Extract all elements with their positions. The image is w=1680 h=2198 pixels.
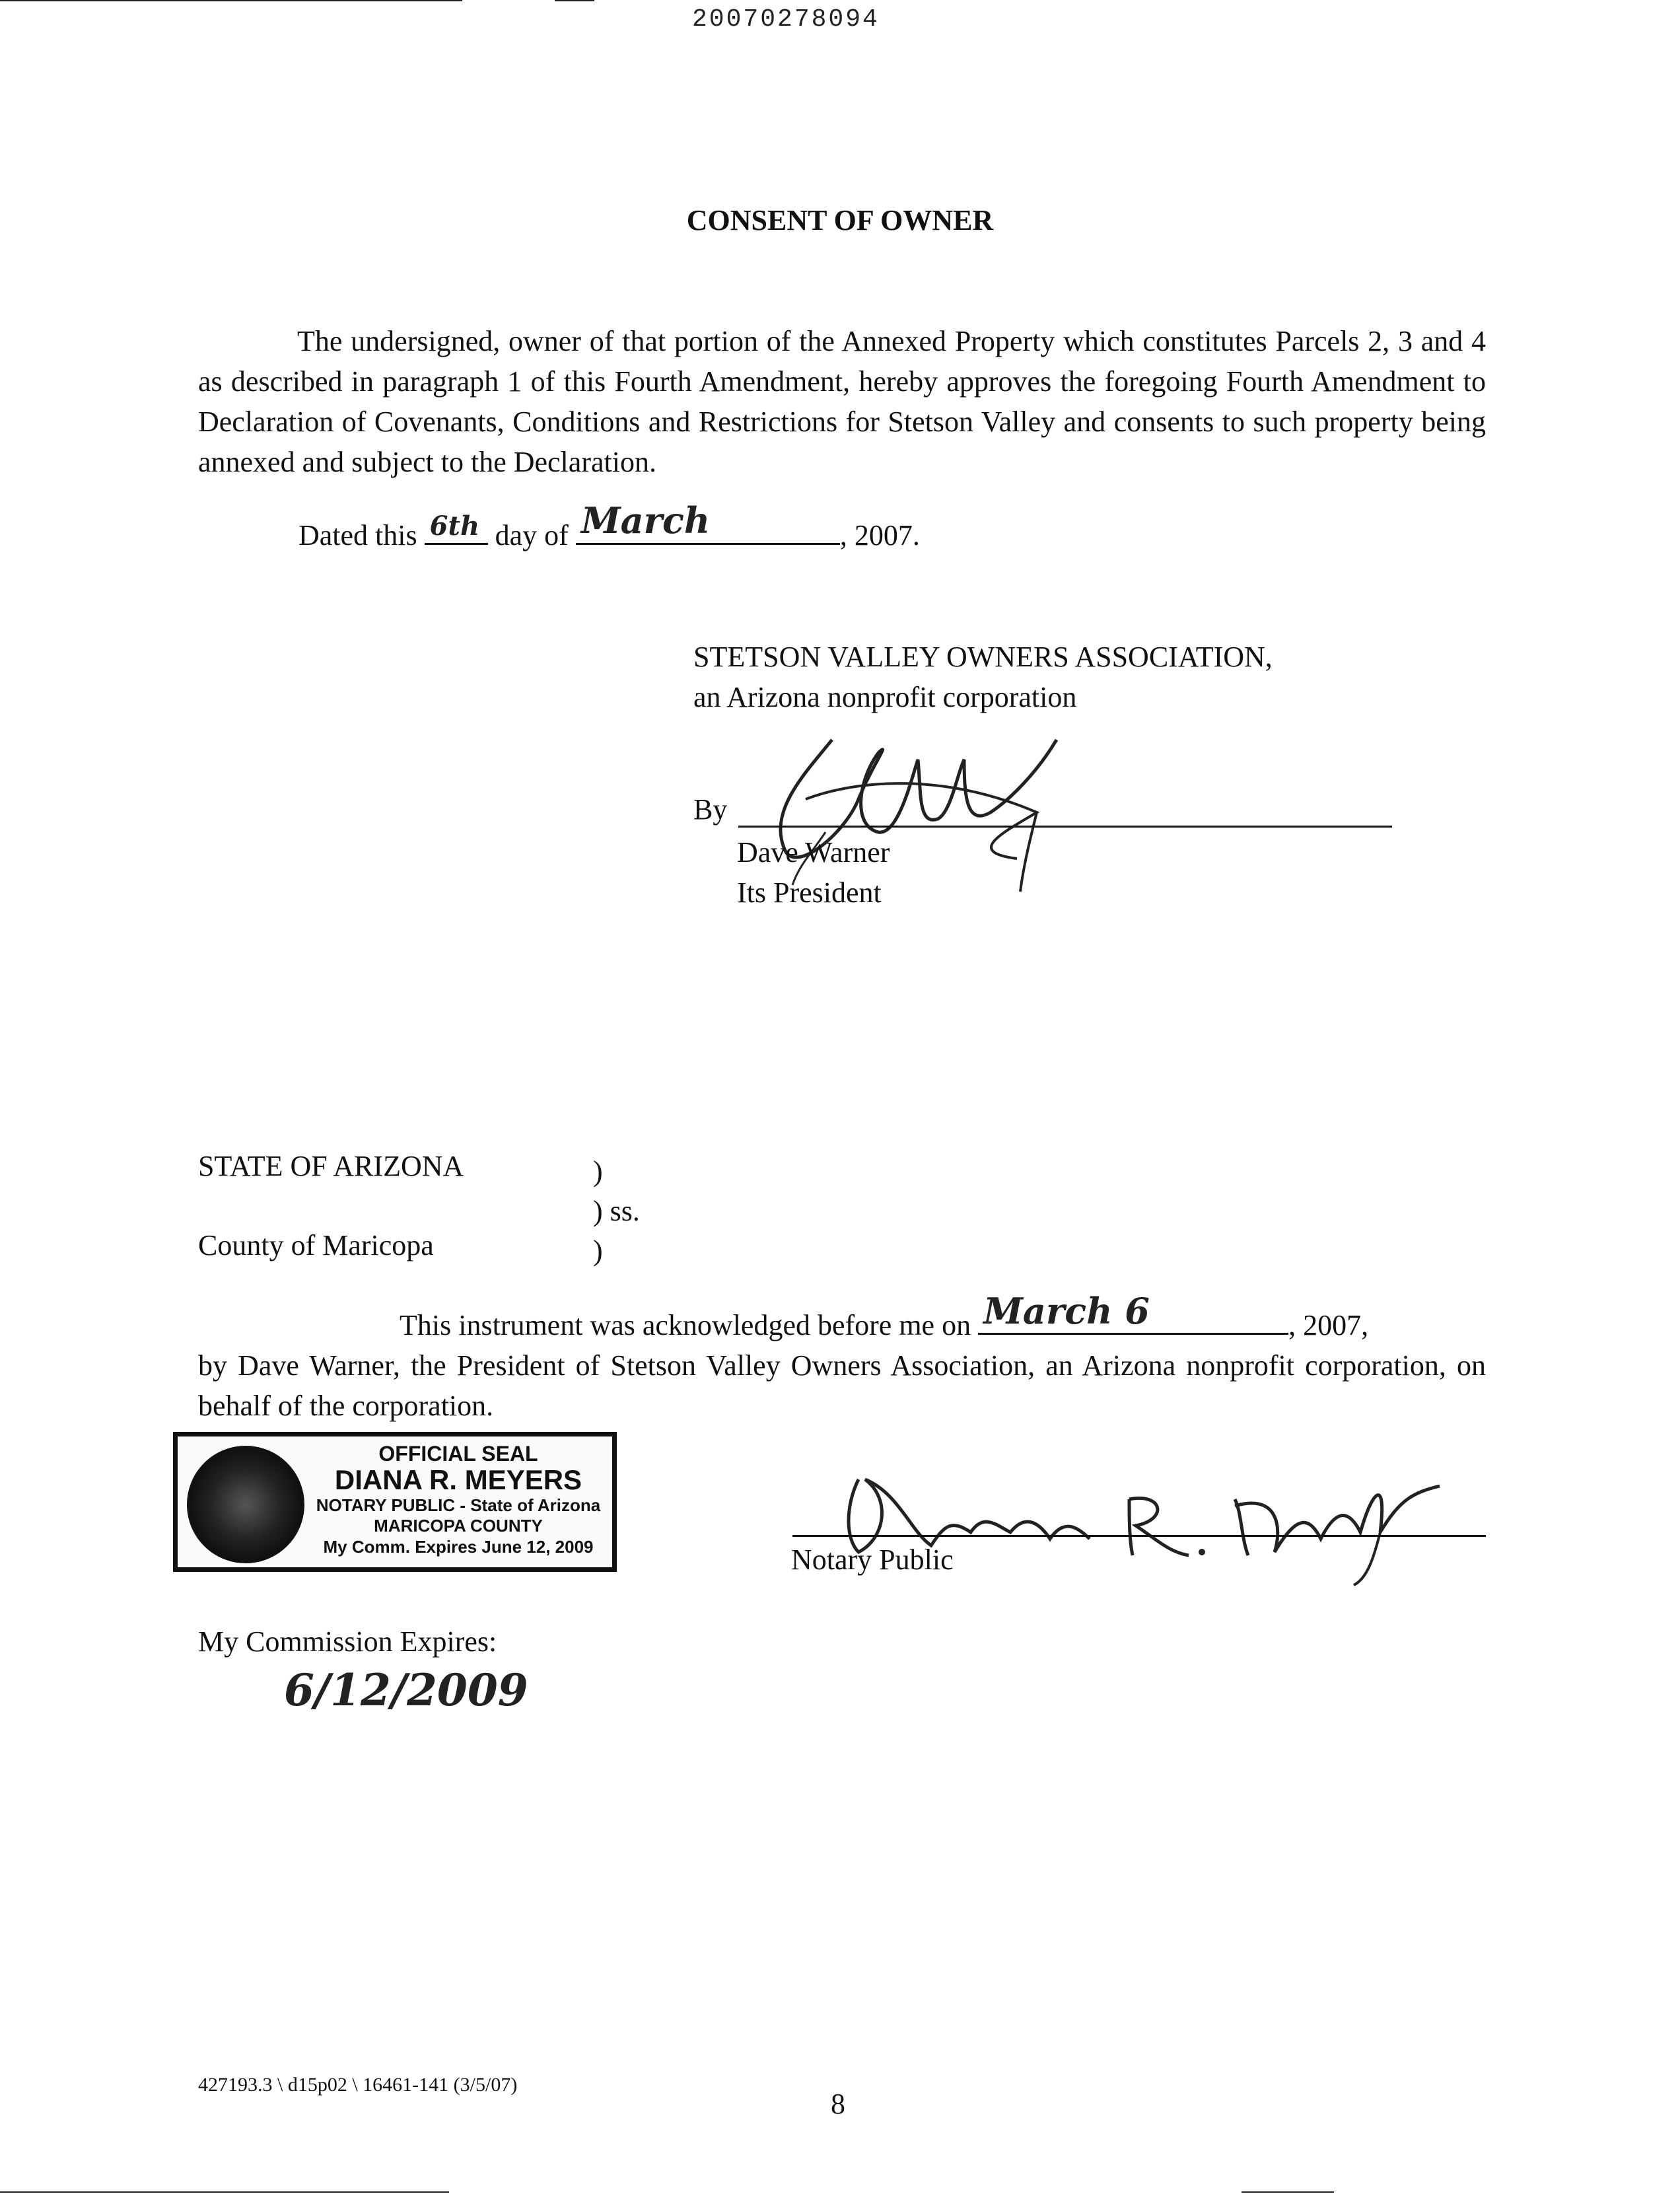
ack-date-blank: [978, 1290, 1288, 1335]
seal-text: [303, 1442, 613, 1558]
document-title: CONSENT OF OWNER: [686, 204, 994, 236]
ack-date-handwritten: March 6: [983, 1290, 1150, 1332]
day-handwritten: 6th: [429, 511, 480, 542]
dated-suffix: , 2007.: [839, 519, 920, 551]
by-label: By: [693, 793, 728, 826]
ack-prefix: This instrument was acknowledged before me on: [400, 1309, 971, 1341]
dated-prefix: Dated this: [298, 519, 417, 551]
venue-state: STATE OF ARIZONA: [198, 1150, 464, 1182]
scan-edge-line-top-right: [555, 0, 594, 1]
document-reference: 427193.3 \ d15p02 \ 16461-141 (3/5/07): [198, 2074, 518, 2096]
scan-edge-line-bottom-right: [1242, 2191, 1334, 2193]
ack-rest: by Dave Warner, the President of Stetson Valley Owners Association, an Arizona nonprofit corporation, on behalf of the corporation.: [198, 1349, 1486, 1422]
seal-line-1: OFFICIAL SEAL: [378, 1442, 538, 1466]
month-handwritten: March: [580, 499, 711, 542]
association-name: STETSON VALLEY OWNERS ASSOCIATION,: [693, 641, 1273, 673]
seal-line-2: DIANA R. MEYERS: [334, 1464, 582, 1495]
signature-line: [738, 826, 1392, 828]
ack-year: , 2007,: [1288, 1309, 1369, 1341]
consent-paragraph: The undersigned, owner of that portion of the Annexed Property which constitutes Parcels 2, 3 and 4 as described in paragraph 1 of this Fourth Amendment, hereby approves the foregoing Fourth Amendment to Declaration of Covenants, Conditions and Restrictions for Stetson Valley and consents to such property being annexed and subject to the Declaration.: [198, 325, 1486, 478]
venue-paren-3: ): [593, 1234, 603, 1267]
commission-label: My Commission Expires:: [198, 1625, 497, 1658]
seal-line-3: NOTARY PUBLIC - State of Arizona: [316, 1495, 601, 1515]
venue-county: County of Maricopa: [198, 1229, 434, 1261]
notary-public-label: Notary Public: [791, 1543, 954, 1576]
scan-edge-line-top-left: [0, 0, 462, 1]
signer-name: Dave Warner: [737, 836, 890, 869]
day-blank: [425, 511, 488, 545]
recording-number: 20070278094: [692, 5, 880, 34]
seal-line-5: My Comm. Expires June 12, 2009: [323, 1537, 594, 1557]
page-number: 8: [831, 2088, 845, 2120]
notary-seal-stamp: [173, 1432, 617, 1572]
commission-date-handwritten: 6/12/2009: [284, 1664, 528, 1716]
dated-middle: day of: [495, 519, 569, 551]
scan-edge-line-bottom-left: [0, 2191, 449, 2193]
notary-signature-line: [792, 1535, 1486, 1537]
acknowledgment-paragraph: [198, 1290, 1486, 1426]
association-description: an Arizona nonprofit corporation: [693, 681, 1077, 713]
venue-paren-ss: ) ss.: [593, 1195, 640, 1227]
signer-title: Its President: [737, 876, 882, 909]
seal-line-4: MARICOPA COUNTY: [374, 1516, 543, 1536]
signer-block: [737, 832, 890, 913]
acknowledgment-first-line: [198, 1290, 1486, 1345]
month-blank: [576, 499, 840, 545]
venue-paren-1: ): [593, 1155, 603, 1188]
arizona-seal-emblem: [187, 1446, 304, 1563]
dated-line: [298, 499, 920, 552]
